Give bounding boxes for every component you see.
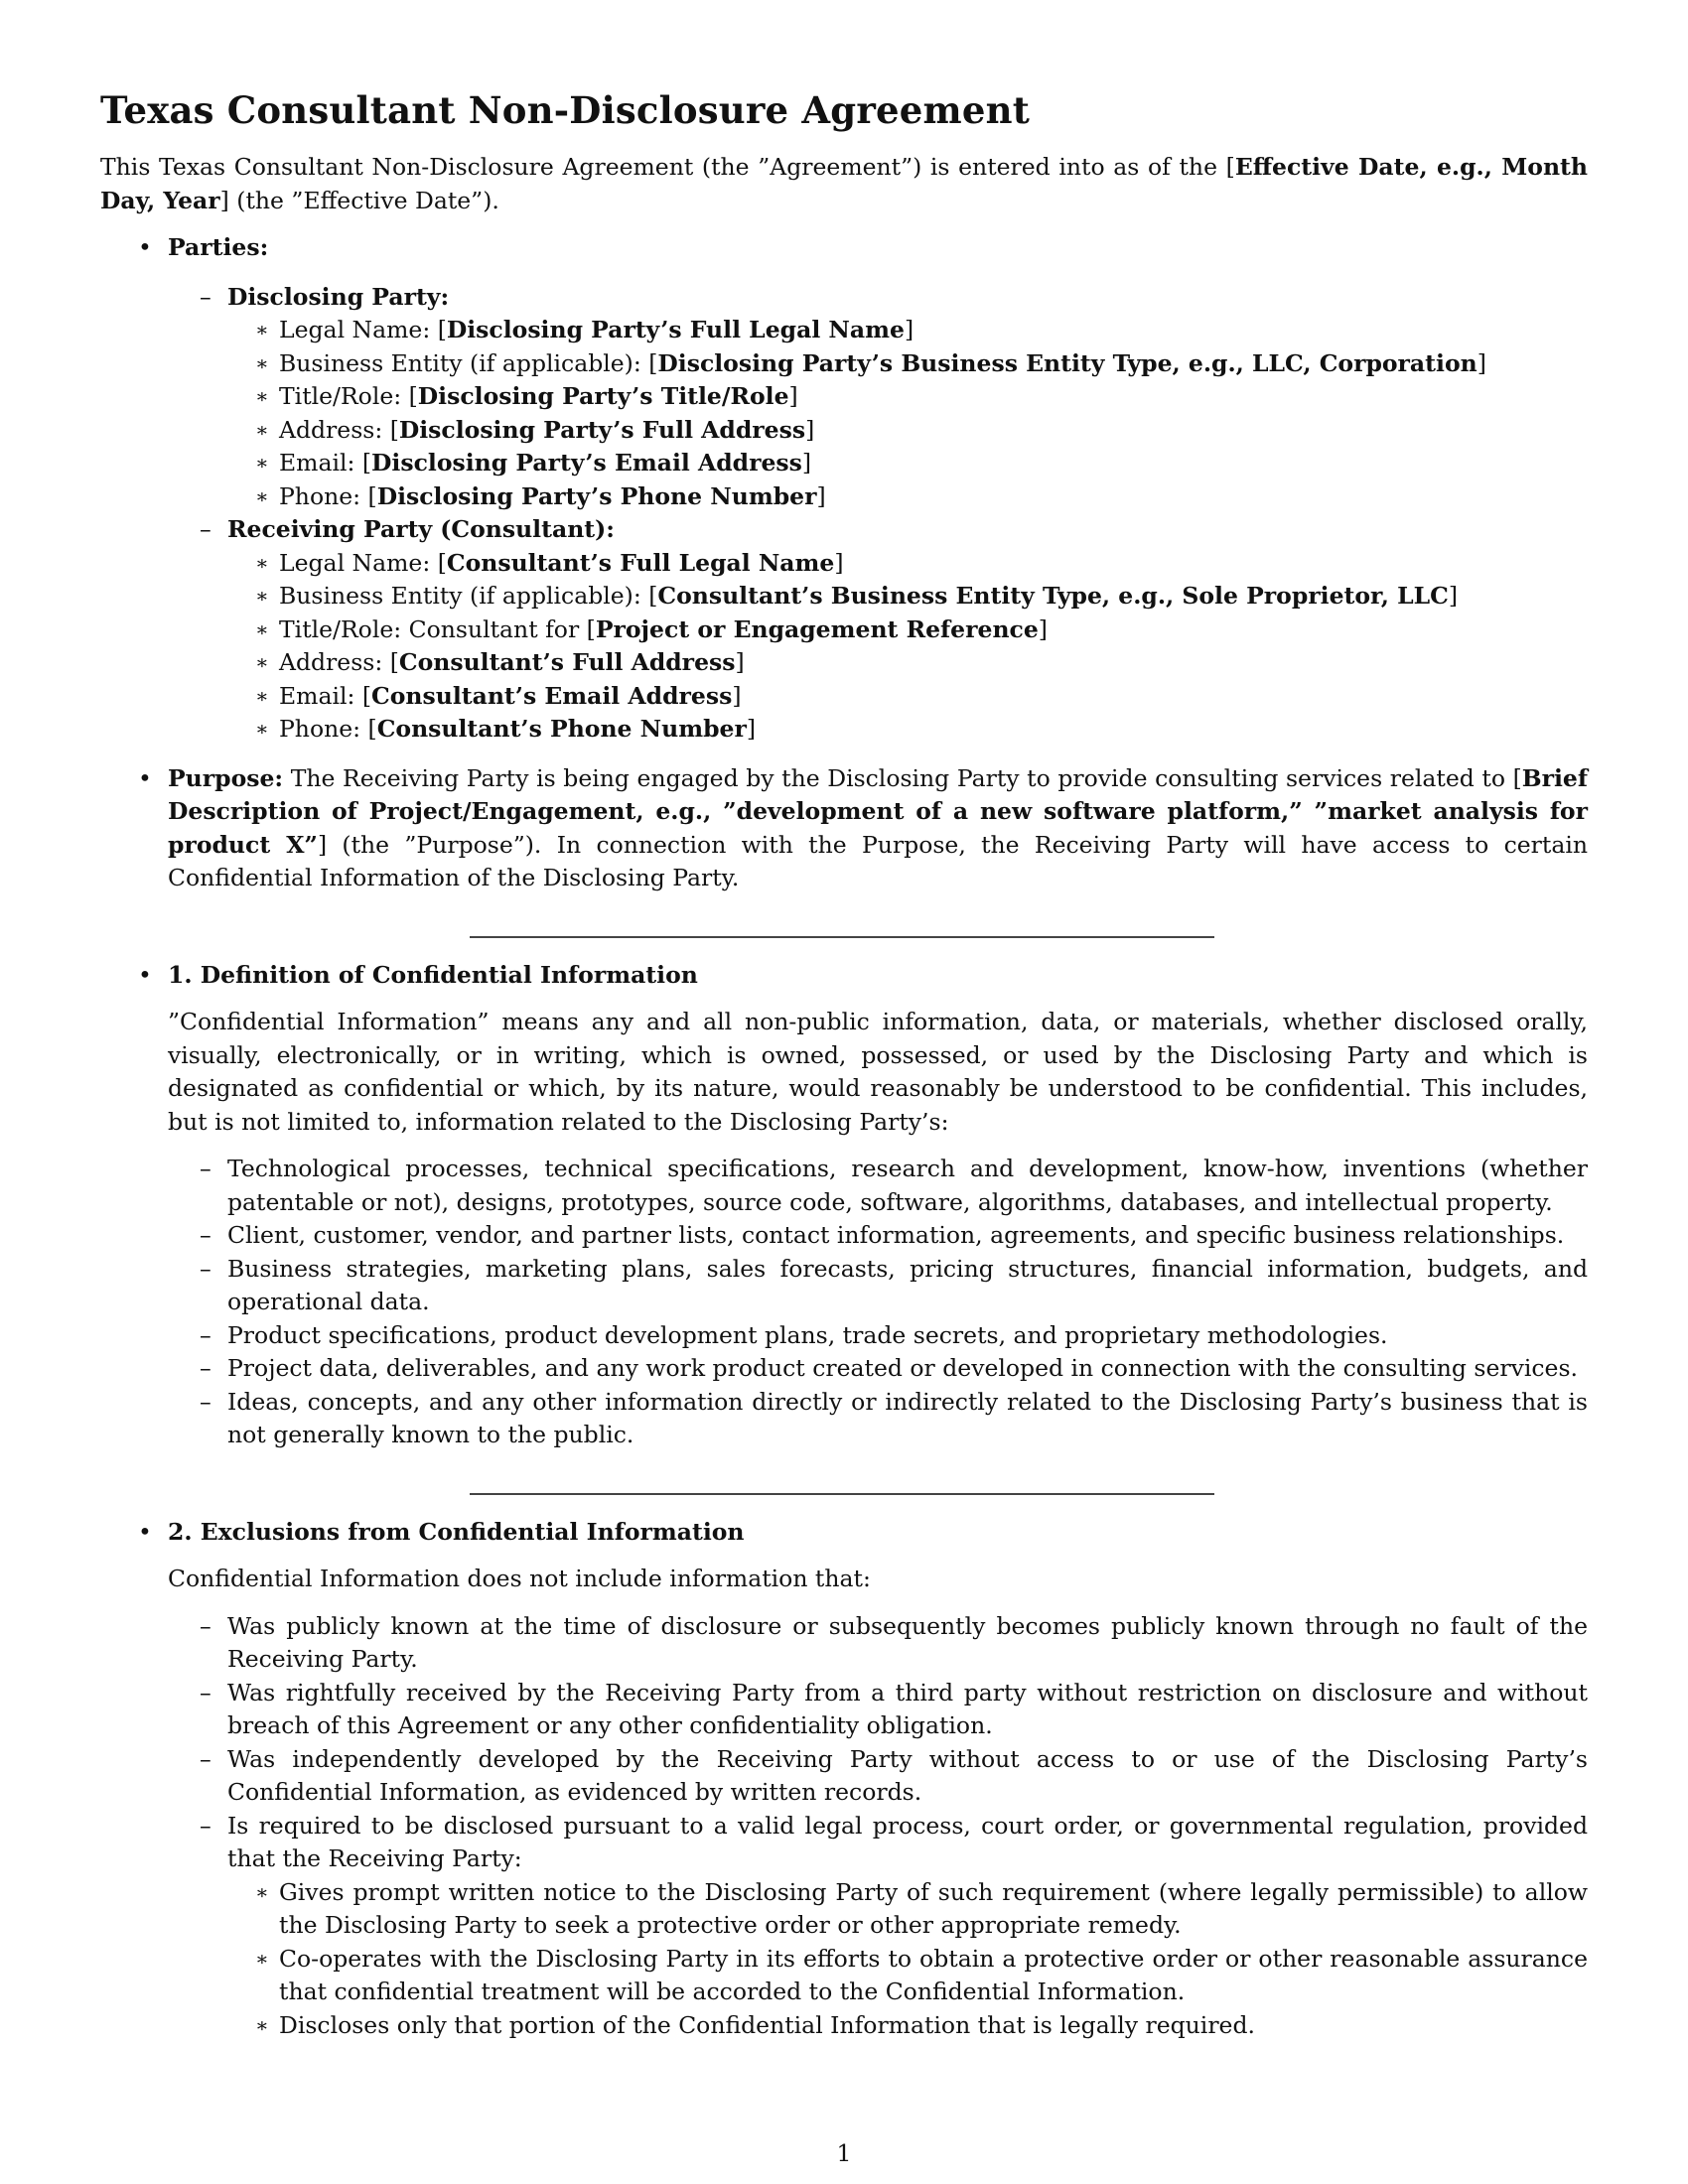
field-item xyxy=(227,713,1588,747)
field-placeholder: Consultant’s Full Address xyxy=(398,648,736,676)
dash-icon: – xyxy=(200,1254,211,1283)
list-item-text: Technological processes, technical specifications, research and development, know-how, inventions (whether patentable or not), designs, prototypes, source code, software, algorithms, databases, and intellectual property. xyxy=(227,1155,1588,1216)
field-placeholder: Project or Engagement Reference xyxy=(595,614,1039,643)
purpose-text-end: ] (the ”Purpose”). In connection with the Purpose, the Receiving Party will have access to certain Confidential Information of the Disclosing Party. xyxy=(168,830,1588,891)
asterisk-icon: ∗ xyxy=(255,451,269,475)
sub-list-item-text: Co-operates with the Disclosing Party in its efforts to obtain a protective order or other reasonable assurance that confidential treatment will be accorded to the Confidential Information. xyxy=(279,1944,1588,2005)
field-placeholder: Disclosing Party’s Full Legal Name xyxy=(446,316,905,343)
field-bracket: ] xyxy=(746,715,757,743)
list-item xyxy=(168,1253,1588,1319)
section-divider xyxy=(470,936,1214,938)
sub-list-item xyxy=(227,1876,1588,1943)
field-item xyxy=(227,314,1588,347)
section-1-body: ”Confidential Information” means any and all non-public information, data, or materials, whether disclosed orally, visually, electronically, or in writing, which is owned, possessed, or used by the Disclosing Party and which is designated as confidential or which, by its nature, would reasonably be understood to be confidential. This includes, but is not limited to, information related to the Disclosing Party’s: xyxy=(168,1008,1588,1136)
disclosing-party-heading: Disclosing Party: xyxy=(227,282,450,311)
field-placeholder: Consultant’s Full Legal Name xyxy=(446,548,835,577)
bullet-icon: • xyxy=(138,960,152,989)
asterisk-icon: ∗ xyxy=(255,318,269,341)
field-bracket: ] xyxy=(834,548,844,577)
dash-icon: – xyxy=(200,1744,211,1773)
field-label: Phone: [ xyxy=(279,481,377,510)
field-label: Business Entity (if applicable): [ xyxy=(279,348,658,377)
sub-list-item xyxy=(227,2009,1588,2043)
section-2-items xyxy=(168,1610,1588,2043)
parties-heading: Parties: xyxy=(168,233,269,261)
sub-list-item xyxy=(227,1943,1588,2009)
intro-paragraph xyxy=(100,151,1588,217)
list-item-text: Product specifications, product development plans, trade secrets, and proprietary methodologies. xyxy=(227,1320,1388,1349)
section-2-subitems xyxy=(227,1876,1588,2043)
section-divider xyxy=(470,1493,1214,1495)
field-label: Address: [ xyxy=(279,415,399,444)
list-item-text: Is required to be disclosed pursuant to a valid legal process, court order, or governmental regulation, provided that the Receiving Party: xyxy=(227,1811,1588,1872)
section-2-list xyxy=(100,1516,1588,2043)
list-item xyxy=(168,1319,1588,1353)
list-item xyxy=(168,1677,1588,1743)
bullet-icon: • xyxy=(138,1517,152,1546)
dash-icon: – xyxy=(200,1678,211,1706)
field-placeholder: Disclosing Party’s Business Entity Type, e.g., LLC, Corporation xyxy=(657,348,1477,377)
list-item-text: Business strategies, marketing plans, sales forecasts, pricing structures, financial information, budgets, and operational data. xyxy=(227,1254,1588,1315)
field-label: Business Entity (if applicable): [ xyxy=(279,582,658,610)
list-item-text: Project data, deliverables, and any work product created or developed in connection with the consulting services. xyxy=(227,1354,1578,1382)
field-label: Title/Role: Consultant for [ xyxy=(279,614,596,643)
disclosing-fields xyxy=(227,314,1588,513)
list-item xyxy=(168,1352,1588,1386)
field-bracket: ] xyxy=(732,681,742,710)
receiving-fields xyxy=(227,547,1588,747)
dash-icon: – xyxy=(200,1354,211,1382)
effective-date-placeholder: Effective Date, e.g., Month Day, Year xyxy=(100,153,1588,214)
section-1-items xyxy=(168,1153,1588,1452)
asterisk-icon: ∗ xyxy=(255,650,269,674)
field-item xyxy=(227,646,1588,680)
field-bracket: ] xyxy=(788,382,798,410)
field-item xyxy=(227,347,1588,381)
field-label: Phone: [ xyxy=(279,715,377,743)
main-list xyxy=(100,231,1588,895)
field-label: Legal Name: [ xyxy=(279,316,447,343)
section-1-list xyxy=(100,959,1588,1452)
document-content xyxy=(100,85,1588,2042)
field-item xyxy=(227,414,1588,448)
section-2-heading: 2. Exclusions from Confidential Information xyxy=(168,1517,745,1546)
receiving-party-heading: Receiving Party (Consultant): xyxy=(227,515,615,543)
list-item-text: Was publicly known at the time of disclosure or subsequently becomes publicly known through no fault of the Receiving Party. xyxy=(227,1611,1588,1673)
field-item xyxy=(227,447,1588,480)
section-1 xyxy=(100,959,1588,1452)
field-label: Title/Role: [ xyxy=(279,382,418,410)
section-2-body: Confidential Information does not include information that: xyxy=(168,1565,871,1592)
field-bracket: ] xyxy=(1038,614,1048,643)
asterisk-icon: ∗ xyxy=(255,384,269,408)
parties-sublist xyxy=(168,281,1588,747)
list-item xyxy=(168,1810,1588,2043)
field-bracket: ] xyxy=(904,316,914,343)
dash-icon: – xyxy=(200,515,211,543)
asterisk-icon: ∗ xyxy=(255,1879,269,1904)
field-placeholder: Consultant’s Phone Number xyxy=(376,715,747,743)
field-placeholder: Disclosing Party’s Title/Role xyxy=(417,382,789,410)
bullet-icon: • xyxy=(138,763,152,792)
purpose-text: The Receiving Party is being engaged by the Disclosing Party to provide consulting services related to [ xyxy=(290,763,1522,792)
sub-list-item-text: Discloses only that portion of the Confidential Information that is legally required. xyxy=(279,2010,1255,2039)
list-item xyxy=(168,1610,1588,1677)
field-bracket: ] xyxy=(816,481,826,510)
field-label: Email: [ xyxy=(279,681,372,710)
field-label: Legal Name: [ xyxy=(279,548,447,577)
dash-icon: – xyxy=(200,1155,211,1182)
asterisk-icon: ∗ xyxy=(255,417,269,442)
purpose-paragraph xyxy=(168,762,1588,895)
intro-text: This Texas Consultant Non-Disclosure Agreement (the ”Agreement”) is entered into as of the [ xyxy=(100,153,1235,181)
list-item xyxy=(168,1153,1588,1219)
field-item xyxy=(227,380,1588,414)
field-bracket: ] xyxy=(735,648,745,676)
list-item xyxy=(168,1219,1588,1253)
dash-icon: – xyxy=(200,1811,211,1840)
asterisk-icon: ∗ xyxy=(255,2012,269,2037)
field-bracket: ] xyxy=(1448,582,1459,610)
asterisk-icon: ∗ xyxy=(255,717,269,741)
dash-icon: – xyxy=(200,282,211,311)
field-item xyxy=(227,680,1588,714)
section-2 xyxy=(100,1516,1588,2043)
dash-icon: – xyxy=(200,1611,211,1640)
dash-icon: – xyxy=(200,1221,211,1249)
document-title: Texas Consultant Non-Disclosure Agreement xyxy=(100,88,1031,132)
field-label: Email: [ xyxy=(279,449,372,477)
section-1-heading: 1. Definition of Confidential Information xyxy=(168,960,698,989)
parties-item xyxy=(100,231,1588,747)
list-item-text: Was rightfully received by the Receiving Party from a third party without restriction on disclosure and without breach of this Agreement or any other confidentiality obligation. xyxy=(227,1678,1588,1739)
asterisk-icon: ∗ xyxy=(255,616,269,641)
bullet-icon: • xyxy=(138,233,152,261)
asterisk-icon: ∗ xyxy=(255,550,269,575)
field-item xyxy=(227,580,1588,614)
asterisk-icon: ∗ xyxy=(255,683,269,708)
disclosing-party-item xyxy=(168,281,1588,514)
page-number: 1 xyxy=(836,2139,852,2167)
dash-icon: – xyxy=(200,1320,211,1349)
purpose-placeholder: Brief Description of Project/Engagement, e.g., ”development of a new software platform,” ”market analysis for product X” xyxy=(168,763,1588,859)
asterisk-icon: ∗ xyxy=(255,584,269,608)
list-item xyxy=(168,1386,1588,1452)
list-item-text: Was independently developed by the Receiving Party without access to or use of the Disclosing Party’s Confidential Information, as evidenced by written records. xyxy=(227,1744,1588,1806)
dash-icon: – xyxy=(200,1387,211,1416)
field-item xyxy=(227,480,1588,514)
asterisk-icon: ∗ xyxy=(255,1946,269,1971)
purpose-heading: Purpose: xyxy=(168,763,284,792)
field-placeholder: Disclosing Party’s Phone Number xyxy=(376,481,817,510)
list-item xyxy=(168,1743,1588,1810)
list-item-text: Client, customer, vendor, and partner lists, contact information, agreements, and specific business relationships. xyxy=(227,1221,1565,1249)
intro-text-end: ] (the ”Effective Date”). xyxy=(219,186,499,214)
field-placeholder: Disclosing Party’s Full Address xyxy=(398,415,806,444)
list-item-text: Ideas, concepts, and any other information directly or indirectly related to the Disclosing Party’s business that is not generally known to the public. xyxy=(227,1387,1588,1448)
field-bracket: ] xyxy=(1477,348,1486,377)
purpose-item xyxy=(100,762,1588,895)
sub-list-item-text: Gives prompt written notice to the Disclosing Party of such requirement (where legally permissible) to allow the Disclosing Party to seek a protective order or other appropriate remedy. xyxy=(279,1877,1588,1939)
field-placeholder: Consultant’s Email Address xyxy=(371,681,733,710)
receiving-party-item xyxy=(168,513,1588,747)
field-placeholder: Consultant’s Business Entity Type, e.g., Sole Proprietor, LLC xyxy=(657,582,1449,610)
asterisk-icon: ∗ xyxy=(255,483,269,508)
field-bracket: ] xyxy=(805,415,815,444)
field-item xyxy=(227,614,1588,647)
field-label: Address: [ xyxy=(279,648,399,676)
asterisk-icon: ∗ xyxy=(255,350,269,375)
field-item xyxy=(227,547,1588,581)
field-placeholder: Disclosing Party’s Email Address xyxy=(371,449,802,477)
field-bracket: ] xyxy=(801,449,812,477)
